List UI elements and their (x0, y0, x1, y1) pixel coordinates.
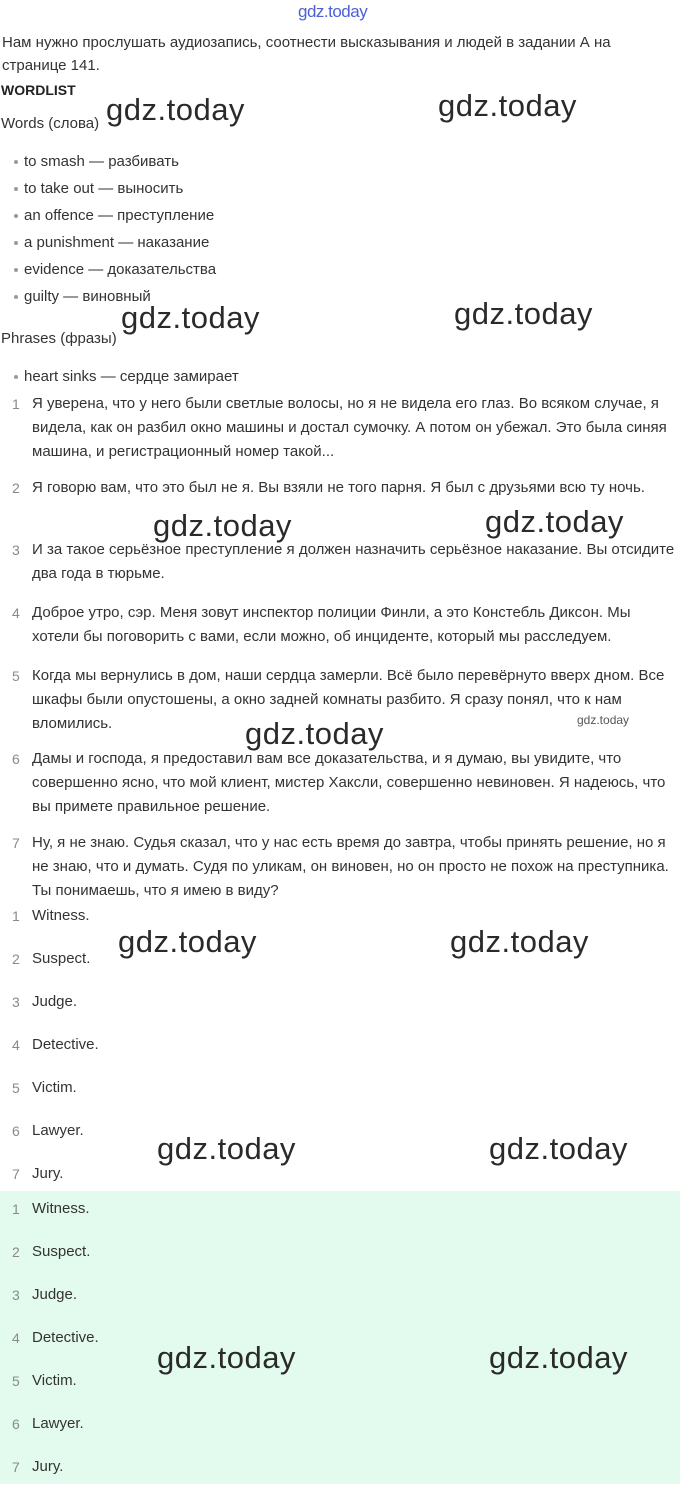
statement-text: Когда мы вернулись в дом, наши сердца замерли. Всё было перевёрнуто вверх дном. Все шкафы были опустошены, а окно задней комнаты разбито. Я сразу понял, что к нам вломились. (32, 667, 665, 732)
answer-text: Witness. (32, 907, 90, 924)
statement-text: Дамы и господа, я предоставил вам все доказательства, и я думаю, вы увидите, что совершенно ясно, что мой клиент, мистер Хаксли, совершенно невиновен. Я надеюсь, что вы примете правильное решение. (32, 750, 666, 815)
answer-number: 6 (12, 1123, 20, 1139)
highlighted-answers (0, 1191, 680, 1484)
bullet-icon (14, 241, 18, 245)
answer-text: Victim. (32, 1372, 77, 1389)
answer-1 (0, 1187, 680, 1230)
list-item: to smash — разбивать (12, 148, 216, 175)
list-item: a punishment — наказание (12, 229, 216, 256)
statement-number: 2 (12, 480, 20, 496)
words-heading: Words (слова) (1, 115, 100, 132)
answer-number: 2 (12, 951, 20, 967)
bullet-icon (14, 375, 18, 379)
answer-text: Jury. (32, 1458, 64, 1475)
answer-number: 5 (12, 1080, 20, 1096)
watermark: gdz.today (577, 713, 630, 727)
answer-7 (0, 1445, 680, 1488)
answer-text: Judge. (32, 1286, 78, 1303)
answer-text: Suspect. (32, 950, 91, 967)
answer-number: 3 (12, 994, 20, 1010)
answer-number: 7 (12, 1459, 20, 1475)
bullet-icon (14, 268, 18, 272)
answer-text: Witness. (32, 1200, 90, 1217)
watermark: gdz.today (438, 88, 577, 123)
answer-number: 1 (12, 908, 20, 924)
statement-number: 1 (12, 396, 20, 412)
answer-text: Judge. (32, 993, 78, 1010)
list-item: an offence — преступление (12, 202, 216, 229)
answer-text: Lawyer. (32, 1415, 84, 1432)
watermark: gdz.today (157, 1340, 296, 1375)
answer-3 (0, 980, 680, 1023)
watermark: gdz.today (157, 1131, 296, 1166)
bullet-icon (14, 187, 18, 191)
answer-5 (0, 1066, 680, 1109)
watermark: gdz.today (106, 92, 245, 127)
watermark: gdz.today (489, 1131, 628, 1166)
answer-number: 4 (12, 1037, 20, 1053)
phrases-heading: Phrases (фразы) (1, 330, 117, 347)
site-link[interactable]: gdz.today (298, 2, 368, 21)
answer-4 (0, 1023, 680, 1066)
bullet-icon (14, 214, 18, 218)
statement-text: Я уверена, что у него были светлые волосы, но я не видела его глаз. Во всяком случае, я видела, как он разбил окно машины и достал сумочку. А потом он убежал. Это была синяя машина, и регистрационный номер такой... (32, 395, 667, 460)
list-item: guilty — виновный (12, 283, 216, 310)
list-item: heart sinks — сердце замирает (12, 363, 239, 390)
answer-number: 3 (12, 1287, 20, 1303)
statement-number: 4 (12, 605, 20, 621)
answer-number: 2 (12, 1244, 20, 1260)
phrases-list (12, 363, 239, 390)
watermark: gdz.today (489, 1340, 628, 1375)
answer-text: Detective. (32, 1036, 99, 1053)
list-item: to take out — выносить (12, 175, 216, 202)
answer-6 (0, 1402, 680, 1445)
watermark: gdz.today (485, 504, 624, 539)
watermark: gdz.today (454, 296, 593, 331)
statement-number: 3 (12, 542, 20, 558)
answer-3 (0, 1273, 680, 1316)
answer-number: 5 (12, 1373, 20, 1389)
statement-text: Доброе утро, сэр. Меня зовут инспектор полиции Финли, а это Констебль Диксон. Мы хотели бы поговорить с вами, если можно, об инциденте, который мы расследуем. (32, 604, 631, 645)
answer-number: 1 (12, 1201, 20, 1217)
answer-text: Victim. (32, 1079, 77, 1096)
answer-text: Detective. (32, 1329, 99, 1346)
answer-text: Suspect. (32, 1243, 91, 1260)
statement-text: И за такое серьёзное преступление я должен назначить серьёзное наказание. Вы отсидите два года в тюрьме. (32, 541, 675, 582)
statement-number: 7 (12, 835, 20, 851)
answer-text: Jury. (32, 1165, 64, 1182)
words-list (12, 148, 216, 310)
statement-number: 5 (12, 668, 20, 684)
answer-text: Lawyer. (32, 1122, 84, 1139)
answer-number: 4 (12, 1330, 20, 1346)
statement-text: Ну, я не знаю. Судья сказал, что у нас есть время до завтра, чтобы принять решение, но я не знаю, что и думать. Судя по уликам, он виновен, но он просто не похож на преступника. Ты понимаешь, что я имею в виду? (32, 834, 669, 899)
statement-text: Я говорю вам, что это был не я. Вы взяли не того парня. Я был с друзьями всю ту ночь. (32, 479, 645, 496)
bullet-icon (14, 160, 18, 164)
answer-number: 6 (12, 1416, 20, 1432)
watermark: gdz.today (245, 716, 384, 751)
bullet-icon (14, 295, 18, 299)
statement-number: 6 (12, 751, 20, 767)
watermark: gdz.today (121, 300, 260, 335)
watermark: gdz.today (450, 924, 589, 959)
list-item: evidence — доказательства (12, 256, 216, 283)
watermark: gdz.today (118, 924, 257, 959)
answer-number: 7 (12, 1166, 20, 1182)
wordlist-title: WORDLIST (1, 82, 76, 98)
watermark: gdz.today (153, 508, 292, 543)
task-intro: Нам нужно прослушать аудиозапись, соотнести высказывания и людей в задании А на странице 141. (2, 34, 611, 74)
answer-2 (0, 1230, 680, 1273)
